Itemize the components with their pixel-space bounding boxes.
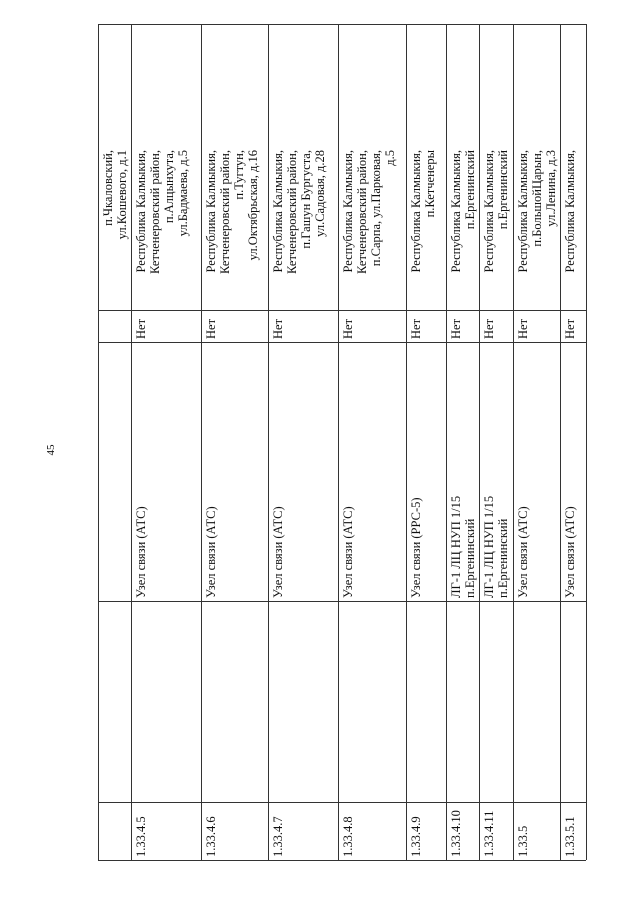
column-divider <box>98 860 586 861</box>
column-divider <box>98 24 586 25</box>
net-text: Нет <box>204 318 218 339</box>
rotated-table <box>98 24 586 860</box>
addr-text: Республика Калмыкия, п.Ергенинский <box>482 150 510 273</box>
uzel-text: Узел связи (АТС) <box>341 506 355 598</box>
num-text: 1.33.4.5 <box>134 816 148 857</box>
cell-uzel <box>201 342 268 601</box>
uzel-text: Узел связи (АТС) <box>134 506 148 598</box>
cell-addr <box>560 147 586 310</box>
uzel-text: Узел связи (АТС) <box>516 506 530 598</box>
addr-text: Республика Калмыкия, <box>563 150 577 273</box>
cell-net <box>201 310 268 342</box>
cell-addr <box>513 147 560 310</box>
cell-uzel <box>406 342 446 601</box>
net-text: Нет <box>134 318 148 339</box>
addr-text: Республика Калмыкия, п.Ергенинский <box>449 150 477 273</box>
uzel-text: Узел связи (РРС-5) <box>409 497 423 598</box>
cell-uzel <box>513 342 560 601</box>
num-text: 1.33.4.6 <box>204 816 218 857</box>
num-text: 1.33.5 <box>516 825 530 857</box>
cell-num <box>338 802 406 860</box>
addr-text: п.Чкаловский, ул.Кошевого, д.1 <box>101 150 129 240</box>
net-text: Нет <box>516 318 530 339</box>
cell-net <box>268 310 338 342</box>
cell-num <box>560 802 586 860</box>
cell-net <box>131 310 201 342</box>
cell-net <box>338 310 406 342</box>
addr-text: Республика Калмыкия, п.БольшойЦарын, ул.Ленина, д.3 <box>516 150 558 273</box>
cell-addr <box>98 147 131 310</box>
num-text: 1.33.4.11 <box>482 810 496 857</box>
uzel-text: Узел связи (АТС) <box>204 506 218 598</box>
addr-text: Республика Калмыкия, Кетченеровский район, п.Сарпа, ул.Парковая, д.5 <box>341 150 397 274</box>
cell-addr <box>479 147 513 310</box>
uzel-text: ЛГ-1 ЛЦ НУП 1/15 п.Ергенинский <box>482 495 510 598</box>
cell-net <box>406 310 446 342</box>
cell-addr <box>406 147 446 310</box>
net-text: Нет <box>563 318 577 339</box>
addr-text: Республика Калмыкия, Кетченеровский район, п.Алцынхута, ул.Бадмаева, д.5 <box>134 150 190 274</box>
num-text: 1.33.4.10 <box>449 810 463 857</box>
uzel-text: Узел связи (АТС) <box>563 506 577 598</box>
cell-num <box>131 802 201 860</box>
cell-num <box>268 802 338 860</box>
num-text: 1.33.4.7 <box>271 816 285 857</box>
net-text: Нет <box>449 318 463 339</box>
cell-addr <box>131 147 201 310</box>
cell-uzel <box>446 342 479 601</box>
cell-addr <box>268 147 338 310</box>
cell-net <box>513 310 560 342</box>
net-text: Нет <box>271 318 285 339</box>
uzel-text: Узел связи (АТС) <box>271 506 285 598</box>
cell-num <box>446 802 479 860</box>
cell-uzel <box>338 342 406 601</box>
num-text: 1.33.4.8 <box>341 816 355 857</box>
net-text: Нет <box>341 318 355 339</box>
cell-net <box>446 310 479 342</box>
cell-addr <box>201 147 268 310</box>
cell-net <box>560 310 586 342</box>
addr-text: Республика Калмыкия, п.Кетченеры <box>409 150 437 273</box>
cell-uzel <box>560 342 586 601</box>
cell-uzel <box>268 342 338 601</box>
row-divider <box>586 24 587 860</box>
cell-num <box>479 802 513 860</box>
cell-num <box>201 802 268 860</box>
cell-uzel <box>131 342 201 601</box>
addr-text: Республика Калмыкия, Кетченеровский район, п.Гашун Бургуста, ул.Садовая, д.28 <box>271 150 327 274</box>
net-text: Нет <box>409 318 423 339</box>
num-text: 1.33.5.1 <box>563 816 577 857</box>
uzel-text: ЛГ-1 ЛЦ НУП 1/15 п.Ергенинский <box>449 495 477 598</box>
cell-num <box>513 802 560 860</box>
cell-uzel <box>479 342 513 601</box>
column-divider <box>98 601 586 602</box>
cell-addr <box>446 147 479 310</box>
num-text: 1.33.4.9 <box>409 816 423 857</box>
cell-net <box>479 310 513 342</box>
page-number: 45 <box>45 444 57 456</box>
cell-addr <box>338 147 406 310</box>
addr-text: Республика Калмыкия, Кетченеровский район, п.Тугтун, ул.Октябрьская, д.16 <box>204 150 260 274</box>
net-text: Нет <box>482 318 496 339</box>
cell-num <box>406 802 446 860</box>
